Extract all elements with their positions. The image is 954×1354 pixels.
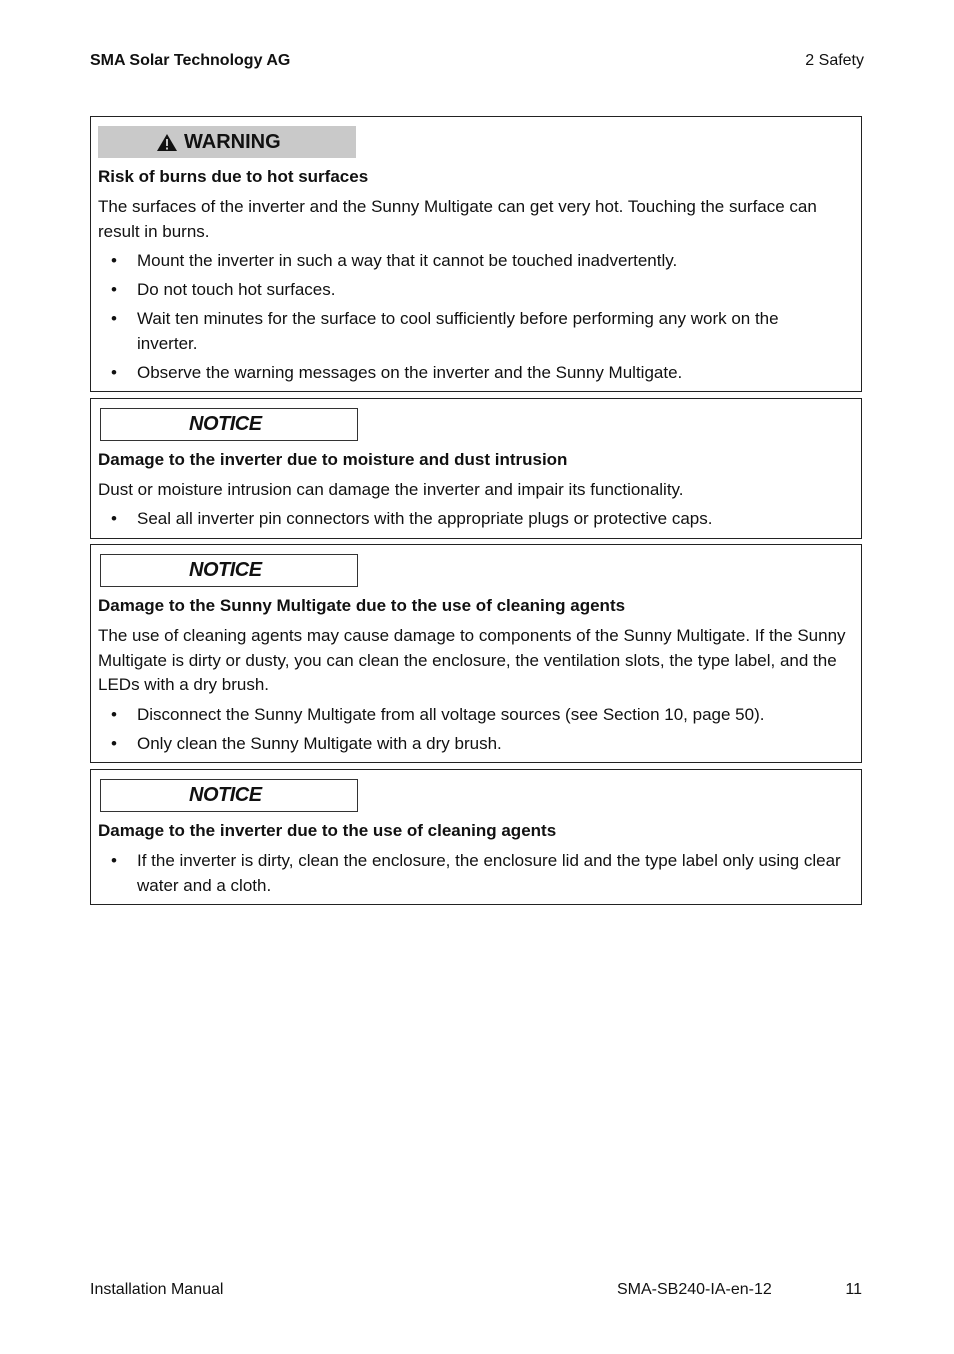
header-section: 2 Safety <box>805 52 864 69</box>
list-item-text: Only clean the Sunny Multigate with a dry brush. <box>137 734 502 753</box>
list-item-text: Disconnect the Sunny Multigate from all voltage sources (see Section 10, page 50). <box>137 705 765 724</box>
list-item-text: Mount the inverter in such a way that it cannot be touched inadvertently. <box>137 251 678 270</box>
notice-label: NOTICE <box>100 408 358 441</box>
list-item: • Do not touch hot surfaces. <box>111 280 336 299</box>
list-item-text: Observe the warning messages on the inverter and the Sunny Multigate. <box>137 363 683 382</box>
footer-doc-id: SMA-SB240-IA-en-12 <box>617 1281 772 1298</box>
notice-box-1 <box>90 398 862 539</box>
notice-text: The use of cleaning agents may cause damage to components of the Sunny Multigate. If the Sunny Multigate is dirty or dusty, you can clean the enclosure, the ventilation slots, the type label, and the LEDs with a dry brush. <box>98 626 846 694</box>
warning-label <box>98 126 356 158</box>
list-item-text: Seal all inverter pin connectors with the appropriate plugs or protective caps. <box>137 509 713 528</box>
warning-box <box>90 116 862 392</box>
warning-triangle-icon <box>156 133 178 152</box>
notice-title: Damage to the Sunny Multigate due to the use of cleaning agents <box>98 596 626 615</box>
page-number: 11 <box>845 1281 862 1298</box>
warning-title: Risk of burns due to hot surfaces <box>98 167 369 186</box>
warning-text: The surfaces of the inverter and the Sunny Multigate can get very hot. Touching the surface can result in burns. <box>98 197 817 241</box>
warning-label-text: WARNING <box>184 130 281 153</box>
list-item: • Mount the inverter in such a way that it cannot be touched inadvertently. <box>111 251 678 270</box>
list-item-text: Wait ten minutes for the surface to cool sufficiently before performing any work on the inverter. <box>137 309 779 353</box>
list-item: • Wait ten minutes for the surface to cool sufficiently before performing any work on the inverter. <box>111 309 779 353</box>
notice-box-3 <box>90 769 862 905</box>
list-item: • Disconnect the Sunny Multigate from all voltage sources (see Section 10, page 50). <box>111 705 765 724</box>
notice-box-2 <box>90 544 862 763</box>
footer-manual: Installation Manual <box>90 1281 224 1298</box>
notice-title: Damage to the inverter due to the use of cleaning agents <box>98 821 557 840</box>
list-item: • If the inverter is dirty, clean the enclosure, the enclosure lid and the type label only using clear water and a cloth. <box>111 851 841 895</box>
list-item: • Seal all inverter pin connectors with the appropriate plugs or protective caps. <box>111 509 713 528</box>
list-item-text: If the inverter is dirty, clean the enclosure, the enclosure lid and the type label only using clear water and a cloth. <box>137 851 841 895</box>
list-item-text: Do not touch hot surfaces. <box>137 280 336 299</box>
notice-title: Damage to the inverter due to moisture and dust intrusion <box>98 450 568 469</box>
notice-label: NOTICE <box>100 779 358 812</box>
notice-label: NOTICE <box>100 554 358 587</box>
header-company: SMA Solar Technology AG <box>90 52 291 69</box>
list-item: • Only clean the Sunny Multigate with a dry brush. <box>111 734 502 753</box>
list-item: • Observe the warning messages on the inverter and the Sunny Multigate. <box>111 363 683 382</box>
notice-text: Dust or moisture intrusion can damage the inverter and impair its functionality. <box>98 480 684 499</box>
